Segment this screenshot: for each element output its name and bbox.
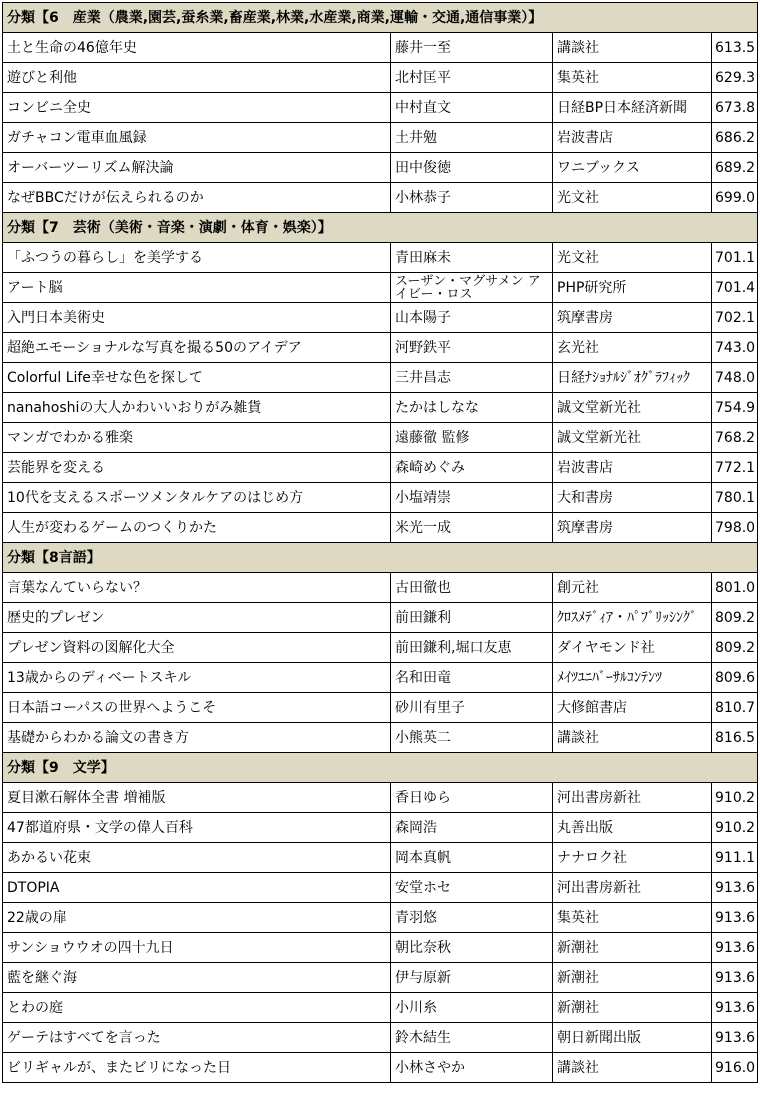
book-author-cell: 小塩靖崇 xyxy=(391,483,553,513)
book-publisher-cell: 筑摩書房 xyxy=(553,513,712,543)
classification-number-cell: 910.2 xyxy=(712,783,758,813)
book-publisher-cell: 丸善出版 xyxy=(553,813,712,843)
book-author-cell: 鈴木結生 xyxy=(391,1023,553,1053)
table-row xyxy=(3,1053,758,1083)
book-author-cell: 小林さやか xyxy=(391,1053,553,1083)
classification-number-cell: 913.6 xyxy=(712,933,758,963)
book-title-cell: マンガでわかる雅楽 xyxy=(3,423,391,453)
classification-number-cell: 911.1 xyxy=(712,843,758,873)
classification-number-cell: 673.8 xyxy=(712,93,758,123)
book-author-cell: 古田徹也 xyxy=(391,573,553,603)
book-author-cell: 米光一成 xyxy=(391,513,553,543)
book-publisher-cell: 岩波書店 xyxy=(553,453,712,483)
table-row xyxy=(3,903,758,933)
book-title-cell: 13歳からのディベートスキル xyxy=(3,663,391,693)
book-publisher-cell: 日経ﾅｼｮﾅﾙｼﾞｵｸﾞﾗﾌｨｯｸ xyxy=(553,363,712,393)
book-publisher-cell: 朝日新聞出版 xyxy=(553,1023,712,1053)
book-title-cell: 人生が変わるゲームのつくりかた xyxy=(3,513,391,543)
book-author-cell: 岡本真帆 xyxy=(391,843,553,873)
classification-number-cell: 754.9 xyxy=(712,393,758,423)
book-title-cell: 47都道府県・文学の偉人百科 xyxy=(3,813,391,843)
book-title-cell: とわの庭 xyxy=(3,993,391,1023)
book-author-cell: スーザン・マグサメン アイビー・ロス xyxy=(391,273,553,303)
book-title-cell: ゲーテはすべてを言った xyxy=(3,1023,391,1053)
book-author-cell: 三井昌志 xyxy=(391,363,553,393)
table-row xyxy=(3,843,758,873)
classification-number-cell: 910.2 xyxy=(712,813,758,843)
table-row xyxy=(3,963,758,993)
classification-number-cell: 768.2 xyxy=(712,423,758,453)
book-title-cell: サンショウウオの四十九日 xyxy=(3,933,391,963)
classification-number-cell: 810.7 xyxy=(712,693,758,723)
book-title-cell: 「ふつうの暮らし」を美学する xyxy=(3,243,391,273)
category-header: 分類【8言語】 xyxy=(3,543,758,573)
category-header-row xyxy=(3,213,758,243)
category-header-row xyxy=(3,543,758,573)
table-row xyxy=(3,33,758,63)
classification-number-cell: 913.6 xyxy=(712,963,758,993)
book-author-cell: 前田鎌利,堀口友恵 xyxy=(391,633,553,663)
book-publisher-cell: 誠文堂新光社 xyxy=(553,423,712,453)
book-author-cell: 小林恭子 xyxy=(391,183,553,213)
book-title-cell: オーバーツーリズム解決論 xyxy=(3,153,391,183)
table-row xyxy=(3,333,758,363)
table-row xyxy=(3,303,758,333)
book-author-cell: 中村直文 xyxy=(391,93,553,123)
book-title-cell: 芸能界を変える xyxy=(3,453,391,483)
book-publisher-cell: 玄光社 xyxy=(553,333,712,363)
book-publisher-cell: 創元社 xyxy=(553,573,712,603)
book-author-cell: 森岡浩 xyxy=(391,813,553,843)
table-row xyxy=(3,633,758,663)
book-title-cell: nanahoshiの大人かわいいおりがみ雑貨 xyxy=(3,393,391,423)
table-row xyxy=(3,663,758,693)
category-header: 分類【9 文学】 xyxy=(3,753,758,783)
book-author-cell: 田中俊徳 xyxy=(391,153,553,183)
book-publisher-cell: 河出書房新社 xyxy=(553,783,712,813)
book-title-cell: 10代を支えるスポーツメンタルケアのはじめ方 xyxy=(3,483,391,513)
classification-number-cell: 702.1 xyxy=(712,303,758,333)
book-author-cell: 小川糸 xyxy=(391,993,553,1023)
book-title-cell: ビリギャルが、またビリになった日 xyxy=(3,1053,391,1083)
category-header: 分類【6 産業（農業,園芸,蚕糸業,畜産業,林業,水産業,商業,運輸・交通,通信事業）】 xyxy=(3,3,758,33)
book-list-table xyxy=(2,2,758,1083)
book-publisher-cell: 大修館書店 xyxy=(553,693,712,723)
table-row xyxy=(3,573,758,603)
book-author-cell: 香日ゆら xyxy=(391,783,553,813)
table-row xyxy=(3,813,758,843)
book-author-cell: 山本陽子 xyxy=(391,303,553,333)
book-author-cell: 小熊英二 xyxy=(391,723,553,753)
book-title-cell: 基礎からわかる論文の書き方 xyxy=(3,723,391,753)
classification-number-cell: 913.6 xyxy=(712,873,758,903)
book-title-cell: 土と生命の46億年史 xyxy=(3,33,391,63)
classification-number-cell: 743.0 xyxy=(712,333,758,363)
book-title-cell: Colorful Life幸せな色を探して xyxy=(3,363,391,393)
book-title-cell: コンビニ全史 xyxy=(3,93,391,123)
book-title-cell: 夏目漱石解体全書 増補版 xyxy=(3,783,391,813)
classification-number-cell: 699.0 xyxy=(712,183,758,213)
book-author-cell: 伊与原新 xyxy=(391,963,553,993)
book-title-cell: アート脳 xyxy=(3,273,391,303)
table-row xyxy=(3,363,758,393)
table-row xyxy=(3,453,758,483)
table-row xyxy=(3,693,758,723)
book-publisher-cell: ナナロク社 xyxy=(553,843,712,873)
book-publisher-cell: 講談社 xyxy=(553,33,712,63)
category-header-row xyxy=(3,753,758,783)
classification-number-cell: 913.6 xyxy=(712,903,758,933)
book-author-cell: 名和田竜 xyxy=(391,663,553,693)
book-author-cell: 河野鉄平 xyxy=(391,333,553,363)
book-publisher-cell: ワニブックス xyxy=(553,153,712,183)
book-author-cell: 北村匡平 xyxy=(391,63,553,93)
table-row xyxy=(3,513,758,543)
classification-number-cell: 701.4 xyxy=(712,273,758,303)
book-publisher-cell: ｸﾛｽﾒﾃﾞｨｱ・ﾊﾟﾌﾞﾘｯｼﾝｸﾞ xyxy=(553,603,712,633)
book-publisher-cell: 講談社 xyxy=(553,1053,712,1083)
book-publisher-cell: 新潮社 xyxy=(553,963,712,993)
classification-number-cell: 809.6 xyxy=(712,663,758,693)
table-row xyxy=(3,123,758,153)
table-row xyxy=(3,243,758,273)
book-publisher-cell: 光文社 xyxy=(553,183,712,213)
book-publisher-cell: 誠文堂新光社 xyxy=(553,393,712,423)
table-row xyxy=(3,1023,758,1053)
table-row xyxy=(3,723,758,753)
book-title-cell: 藍を継ぐ海 xyxy=(3,963,391,993)
classification-number-cell: 613.5 xyxy=(712,33,758,63)
book-title-cell: あかるい花束 xyxy=(3,843,391,873)
table-row xyxy=(3,783,758,813)
classification-number-cell: 809.2 xyxy=(712,633,758,663)
table-row xyxy=(3,393,758,423)
classification-number-cell: 629.3 xyxy=(712,63,758,93)
book-title-cell: プレゼン資料の図解化大全 xyxy=(3,633,391,663)
book-author-cell: 藤井一至 xyxy=(391,33,553,63)
book-publisher-cell: 岩波書店 xyxy=(553,123,712,153)
book-publisher-cell: 新潮社 xyxy=(553,993,712,1023)
book-title-cell: 22歳の扉 xyxy=(3,903,391,933)
table-row xyxy=(3,483,758,513)
classification-number-cell: 701.1 xyxy=(712,243,758,273)
book-publisher-cell: 新潮社 xyxy=(553,933,712,963)
book-publisher-cell: 集英社 xyxy=(553,63,712,93)
book-author-cell: 青羽悠 xyxy=(391,903,553,933)
classification-number-cell: 801.0 xyxy=(712,573,758,603)
book-title-cell: なぜBBCだけが伝えられるのか xyxy=(3,183,391,213)
book-title-cell: 入門日本美術史 xyxy=(3,303,391,333)
book-author-cell: 青田麻未 xyxy=(391,243,553,273)
book-publisher-cell: 日経BP日本経済新聞 xyxy=(553,93,712,123)
classification-number-cell: 772.1 xyxy=(712,453,758,483)
book-table-body xyxy=(3,3,758,1083)
table-row xyxy=(3,153,758,183)
book-author-cell: 土井勉 xyxy=(391,123,553,153)
table-row xyxy=(3,993,758,1023)
classification-number-cell: 916.0 xyxy=(712,1053,758,1083)
category-header: 分類【7 芸術（美術・音楽・演劇・体育・娯楽）】 xyxy=(3,213,758,243)
book-author-cell: 安堂ホセ xyxy=(391,873,553,903)
classification-number-cell: 913.6 xyxy=(712,1023,758,1053)
book-publisher-cell: ﾒｲﾂﾕﾆﾊﾞｰｻﾙｺﾝﾃﾝﾂ xyxy=(553,663,712,693)
book-publisher-cell: 集英社 xyxy=(553,903,712,933)
book-publisher-cell: ダイヤモンド社 xyxy=(553,633,712,663)
book-title-cell: ガチャコン電車血風録 xyxy=(3,123,391,153)
book-title-cell: 遊びと利他 xyxy=(3,63,391,93)
classification-number-cell: 748.0 xyxy=(712,363,758,393)
category-header-row xyxy=(3,3,758,33)
book-author-cell: たかはしなな xyxy=(391,393,553,423)
classification-number-cell: 689.2 xyxy=(712,153,758,183)
book-author-cell: 森崎めぐみ xyxy=(391,453,553,483)
classification-number-cell: 798.0 xyxy=(712,513,758,543)
classification-number-cell: 816.5 xyxy=(712,723,758,753)
book-author-cell: 砂川有里子 xyxy=(391,693,553,723)
book-publisher-cell: 講談社 xyxy=(553,723,712,753)
book-title-cell: 歴史的プレゼン xyxy=(3,603,391,633)
classification-number-cell: 686.2 xyxy=(712,123,758,153)
table-row xyxy=(3,273,758,303)
book-author-cell: 前田鎌利 xyxy=(391,603,553,633)
table-row xyxy=(3,183,758,213)
table-row xyxy=(3,423,758,453)
table-row xyxy=(3,873,758,903)
classification-number-cell: 780.1 xyxy=(712,483,758,513)
book-title-cell: 超絶エモーショナルな写真を撮る50のアイデア xyxy=(3,333,391,363)
book-publisher-cell: 大和書房 xyxy=(553,483,712,513)
book-publisher-cell: PHP研究所 xyxy=(553,273,712,303)
book-author-cell: 遠藤徹 監修 xyxy=(391,423,553,453)
book-title-cell: 日本語コーパスの世界へようこそ xyxy=(3,693,391,723)
classification-number-cell: 913.6 xyxy=(712,993,758,1023)
table-row xyxy=(3,933,758,963)
classification-number-cell: 809.2 xyxy=(712,603,758,633)
table-row xyxy=(3,63,758,93)
book-title-cell: DTOPIA xyxy=(3,873,391,903)
book-author-cell: 朝比奈秋 xyxy=(391,933,553,963)
table-row xyxy=(3,93,758,123)
table-row xyxy=(3,603,758,633)
book-publisher-cell: 筑摩書房 xyxy=(553,303,712,333)
book-publisher-cell: 光文社 xyxy=(553,243,712,273)
book-title-cell: 言葉なんていらない？ xyxy=(3,573,391,603)
book-publisher-cell: 河出書房新社 xyxy=(553,873,712,903)
